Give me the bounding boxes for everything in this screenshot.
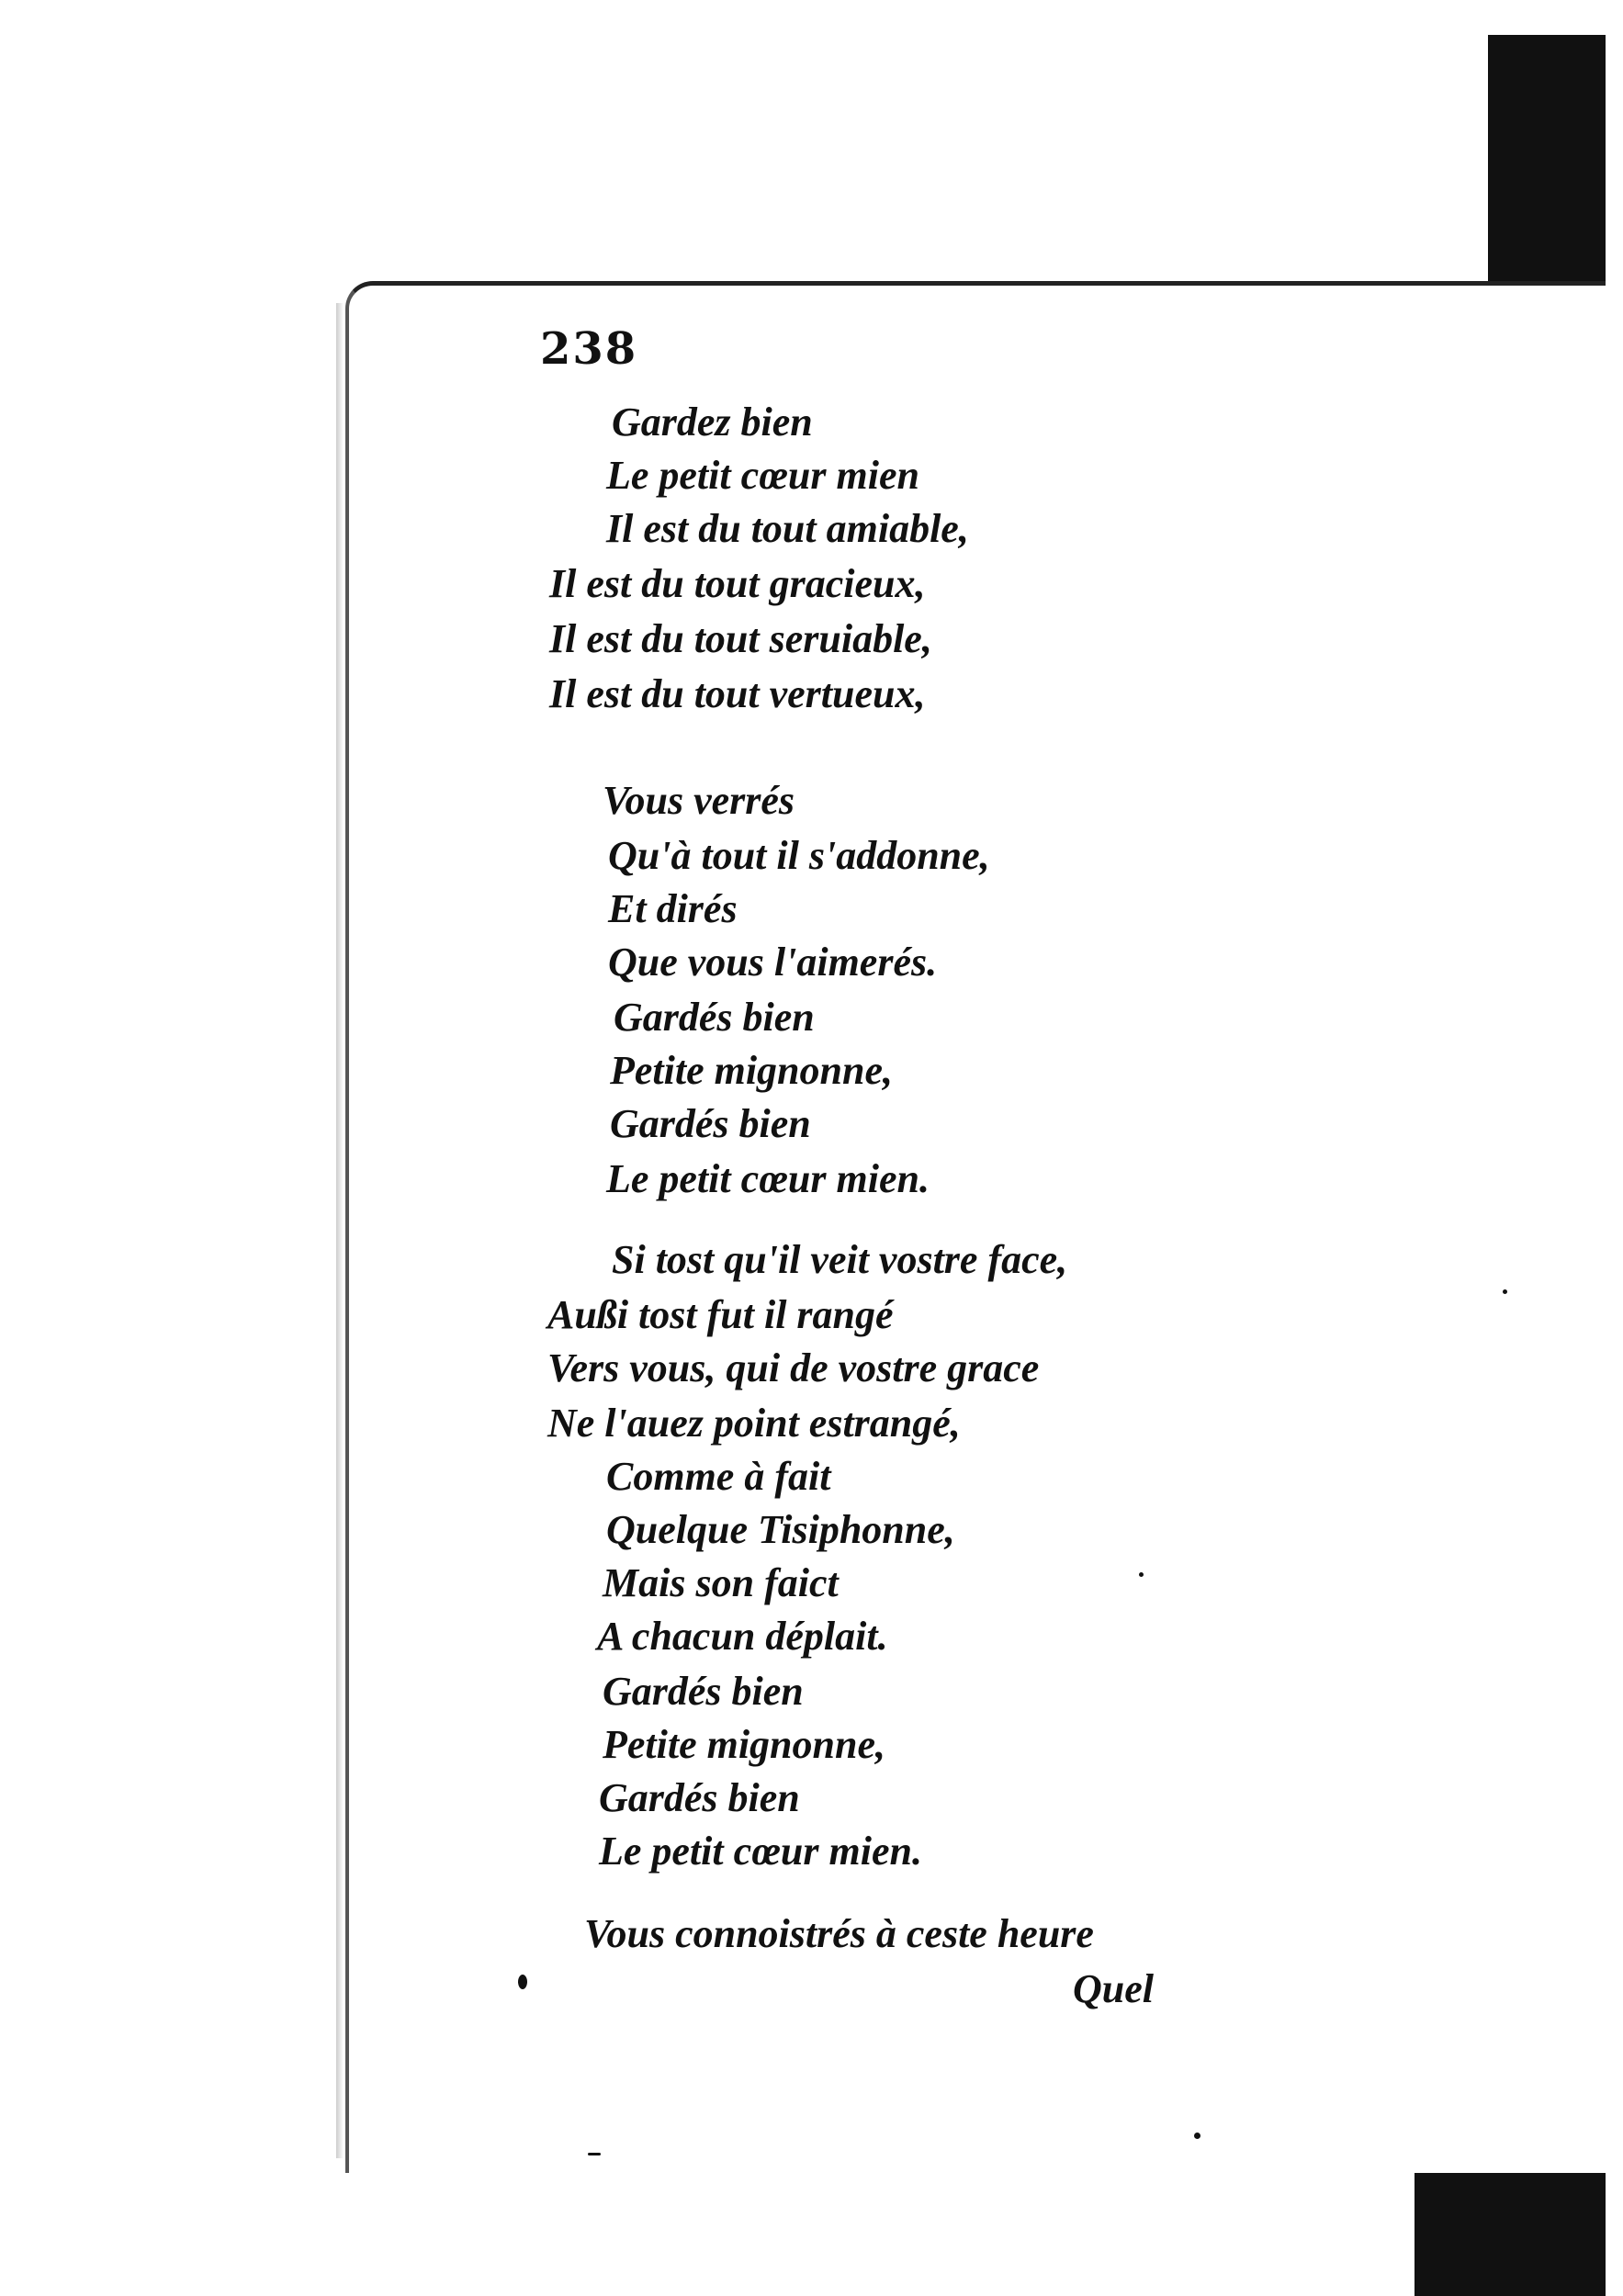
page-edge-shadow [336, 303, 344, 2158]
verse-line: Comme à fait [606, 1454, 831, 1499]
verse-line: Außi tost fut il rangé [547, 1292, 894, 1337]
book-page [345, 281, 1606, 2173]
verse-line: Gardés bien [610, 1101, 811, 1146]
verse-line: Le petit cœur mien [606, 453, 919, 498]
verse-line: Mais son faict [603, 1560, 839, 1605]
verse-line: Ne l'auez point estrangé, [547, 1401, 961, 1446]
ink-speck [1139, 1572, 1144, 1577]
verse-line: Il est du tout amiable, [606, 506, 969, 551]
verse-line: Gardés bien [599, 1775, 800, 1820]
verse-line: A chacun déplait. [597, 1614, 888, 1659]
verse-line: Gardés bien [614, 995, 815, 1040]
verse-line: Il est du tout seruiable, [549, 616, 932, 661]
verse-line: Vous verrés [603, 778, 795, 823]
catchword: Quel [1073, 1966, 1154, 2011]
verse-line: Le petit cœur mien. [599, 1829, 922, 1874]
verse-line: Si tost qu'il veit vostre face, [612, 1237, 1068, 1282]
verse-line: Gardés bien [603, 1669, 804, 1714]
ink-speck [1194, 2133, 1200, 2139]
ink-speck [518, 1975, 527, 1989]
verse-line: Que vous l'aimerés. [608, 940, 938, 985]
verse-line: Vers vous, qui de vostre grace [547, 1345, 1040, 1390]
verse-line: Il est du tout vertueux, [549, 671, 926, 716]
ink-speck [588, 2153, 601, 2155]
verse-line: Et dirés [608, 886, 738, 931]
verse-line: Petite mignonne, [610, 1048, 893, 1093]
verse-line: Vous connoistrés à ceste heure [584, 1911, 1094, 1956]
verse-line: Quelque Tisiphonne, [606, 1507, 955, 1552]
ink-speck [1503, 1289, 1507, 1294]
page-number: 238 [540, 323, 638, 375]
verse-line: Petite mignonne, [603, 1722, 885, 1767]
verse-line: Gardez bien [612, 400, 813, 445]
scan-margin-top [1488, 35, 1606, 283]
verse-line: Qu'à tout il s'addonne, [608, 833, 990, 878]
verse-line: Il est du tout gracieux, [549, 561, 926, 606]
verse-line: Le petit cœur mien. [606, 1156, 930, 1201]
